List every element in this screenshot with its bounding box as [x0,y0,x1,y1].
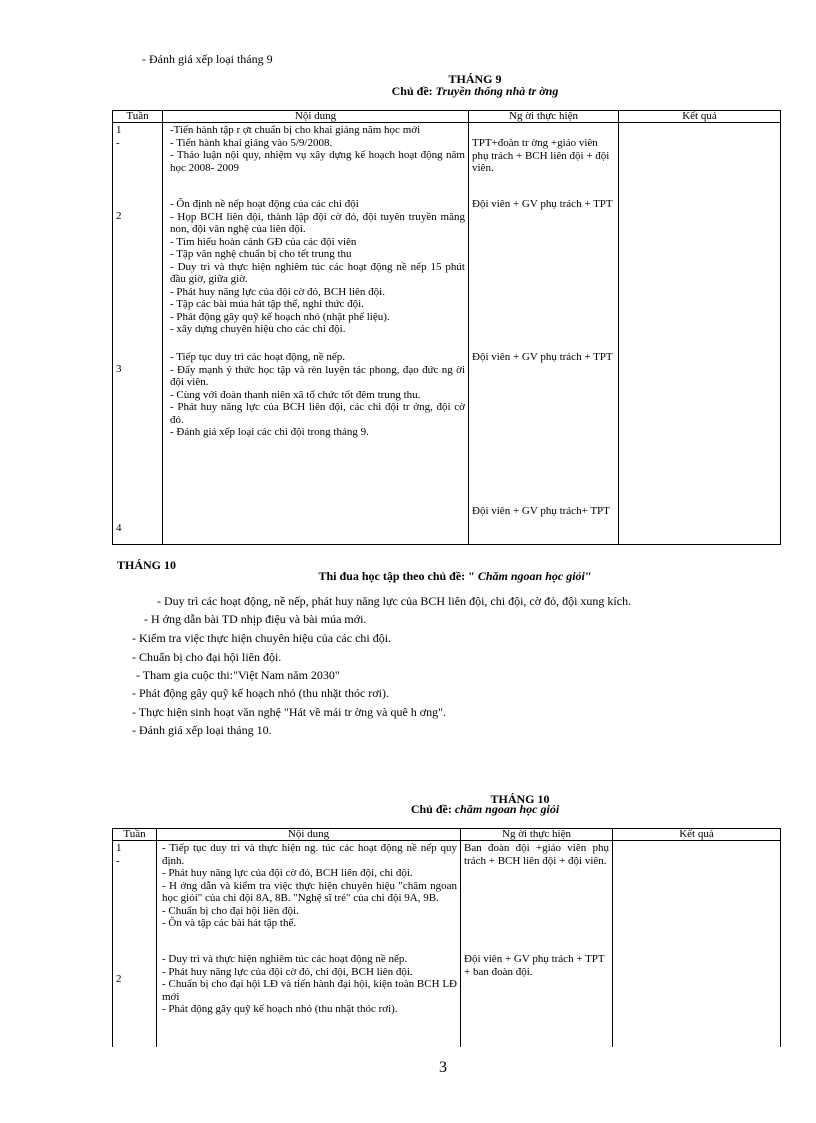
table-row [113,495,781,545]
content-line: -Tiến hành tập r ợt chuẩn bị cho khai giảng năm học mới [170,124,421,136]
content-line: - Đẩy mạnh ý thức học tập và rèn luyện tác phong, đạo đức ng ời đội viên. [170,363,468,388]
list-item: - Kiểm tra việc thực hiện chuyên hiệu của các chi đội. [132,631,392,645]
week-cell [113,351,163,495]
content-line: - Tiến hành khai giảng vào 5/9/2008. [170,136,333,149]
month-heading: THÁNG 9 [448,72,502,86]
content-line: - Đánh giá xếp loại các chi đội trong tháng 9. [170,426,369,438]
week-number: 4 [116,522,122,534]
week-cell [113,123,163,199]
header-result: Kết quả [613,829,781,841]
table-row [113,953,781,1047]
content-line: - Duy trì và thực hiện nghiêm túc các hoạt động nề nếp. [162,953,408,965]
emulation-prefix: Thi đua học tập theo chủ đề: " [318,569,475,583]
table-header-row [113,111,781,123]
table-row [113,351,781,495]
content-line: - Thảo luận nội quy, nhiệm vụ xây dựng kế hoạch hoạt động năm học 2008- 2009 [170,149,468,174]
week-sub: - [116,855,120,867]
emulation-suffix: " [584,569,592,583]
content-cell [157,841,461,954]
week-cell [113,495,163,545]
content-cell [163,351,469,495]
header-executor: Ng ời thực hiện [461,829,613,841]
page-number: 3 [439,1059,447,1076]
list-item: - Chuẩn bị cho đại hội liên đội. [132,650,282,664]
header-week: Tuần [113,111,163,123]
content-line: - Phát huy năng lực của đội cờ đỏ, BCH liên đội, chi đội. [162,867,413,879]
executor-cell [461,841,613,954]
theme-label: Chủ đề: [391,84,433,98]
list-item: - Đánh giá xếp loại tháng 10. [132,723,272,737]
table-header-row [113,829,781,841]
executor-text: Đội viên + GV phụ trách + TPT + ban đoàn đội. [464,953,605,978]
executor-text: TPT+đoàn tr ờng +giáo viên phụ trách + BCH liên đội + đội viên. [472,137,610,174]
week-number: 1 [116,842,122,854]
list-item: - Tham gia cuộc thi:"Việt Nam năm 2030" [136,668,340,682]
header-result: Kết quả [619,111,781,123]
header-executor: Ng ời thực hiện [469,111,619,123]
content-cell [157,953,461,1047]
theme-value: Truyền thống nhà tr ờng [435,84,559,98]
content-line: - Phát huy năng lực của đội cờ đỏ, BCH liên đội. [170,285,385,298]
content-line: - Duy trì và thực hiện nghiêm túc các hoạt động nề nếp 15 phút đầu giờ, giữa giờ. [170,260,468,285]
content-line: - Phát huy năng lực của BCH liên đội, các chi đội tr ởng, đội cờ đỏ. [170,401,468,426]
content-line: - Cùng với đoàn thanh niên xã tổ chức tốt đêm trung thu. [170,388,421,401]
table-row [113,123,781,199]
list-item: - H ớng dẫn bài TD nhịp điệu và bài múa mới. [144,612,367,626]
result-cell [613,953,781,1047]
header-week: Tuần [113,829,157,841]
theme-label: Chủ đề: [410,802,452,816]
executor-text: Đội viên + GV phụ trách + TPT [472,198,613,210]
content-line: - xây dựng chuyên hiệu cho các chi đội. [170,323,346,335]
theme-heading-2 [300,802,670,816]
content-line: - Chuẩn bị cho đại hội LĐ và tiến hành đại hội, kiện toàn BCH LĐ mới [162,978,460,1003]
content-line: - Phát huy năng lực của đội cờ đỏ, chi đội, BCH liên đội. [162,965,413,978]
executor-cell [461,953,613,1047]
result-cell [619,495,781,545]
content-line: - Tiếp tục duy trì và thực hiện ng. túc các hoạt động nề nếp quy định. [162,842,460,867]
content-line: - Phát động gây quỹ kế hoạch nhỏ (nhặt phế liệu). [170,310,390,323]
table-row [113,198,781,351]
week-number: 2 [116,210,122,222]
week-number: 2 [116,973,122,985]
content-line: - Tập các bài múa hát tập thể, nghi thức đội. [170,298,364,310]
result-cell [619,198,781,351]
week-cell [113,198,163,351]
header-content: Nội dung [163,111,469,123]
week-number: 1 [116,124,122,136]
content-cell [163,123,469,199]
executor-text: Đội viên + GV phụ trách + TPT [472,351,613,363]
executor-cell [469,351,619,495]
week-cell [113,841,157,954]
table-row [113,841,781,954]
week-number: 3 [116,363,122,375]
content-line: - Chuẩn bị cho đại hội liên đội. [162,904,299,917]
executor-text: Đội viên + GV phụ trách+ TPT [472,505,610,517]
content-cell [163,495,469,545]
content-line: - Tìm hiểu hoàn cảnh GĐ của các đội viên [170,235,357,248]
month-label: THÁNG 10 [117,558,177,572]
list-item: - Duy trì các hoạt động, nề nếp, phát huy năng lực của BCH liên đội, chi đội, cờ đỏ, đội xung kích. [157,594,632,608]
content-line: - H ớng dẫn và kiểm tra việc thực hiện chuyên hiệu "chăm ngoan học giỏi" của chi đội 8A, 8B. "Nghệ sĩ trẻ" của chi đội 9A, 9B. [162,879,460,904]
week-cell [113,953,157,1047]
top-note: - Đánh giá xếp loại tháng 9 [142,52,273,66]
content-line: - Tiếp tục duy trì các hoạt động, nề nếp. [170,351,346,363]
emulation-heading [200,569,710,583]
content-line: - Ôn và tập các bài hát tập thể. [162,917,297,929]
executor-cell [469,123,619,199]
theme-value: chăm ngoan học giỏi [454,802,560,816]
result-cell [619,123,781,199]
header-content: Nội dung [157,829,461,841]
executor-text: Ban đoàn đội +giáo viên phụ trách + BCH liên đội + đội viên. [464,842,609,867]
executor-cell [469,198,619,351]
content-line: - Họp BCH liên đội, thành lập đội cờ đỏ, đội tuyên truyền măng non, đội văn nghệ của liên đội. [170,210,468,235]
list-item: - Phát động gây quỹ kế hoạch nhỏ (thu nhặt thóc rơi). [132,686,389,700]
month-heading-2: THÁNG 10 [490,792,550,806]
list-item: - Thực hiện sinh hoạt văn nghệ "Hát về mái tr ờng và quê h ơng". [132,705,447,719]
content-line: - Ổn định nề nếp hoạt động của các chi đội [170,198,359,210]
result-cell [613,841,781,954]
week-sub: - [116,137,120,149]
activity-table-september [112,110,781,545]
result-cell [619,351,781,495]
theme-heading [300,84,650,98]
content-line: - Tập văn nghệ chuẩn bị cho tết trung thu [170,248,352,260]
content-line: - Phát động gây quỹ kế hoạch nhỏ (thu nhặt thóc rơi). [162,1003,398,1015]
content-cell [163,198,469,351]
emulation-theme: Chăm ngoan học giỏi [474,569,585,583]
activity-table-october [112,828,781,1047]
executor-cell [469,495,619,545]
